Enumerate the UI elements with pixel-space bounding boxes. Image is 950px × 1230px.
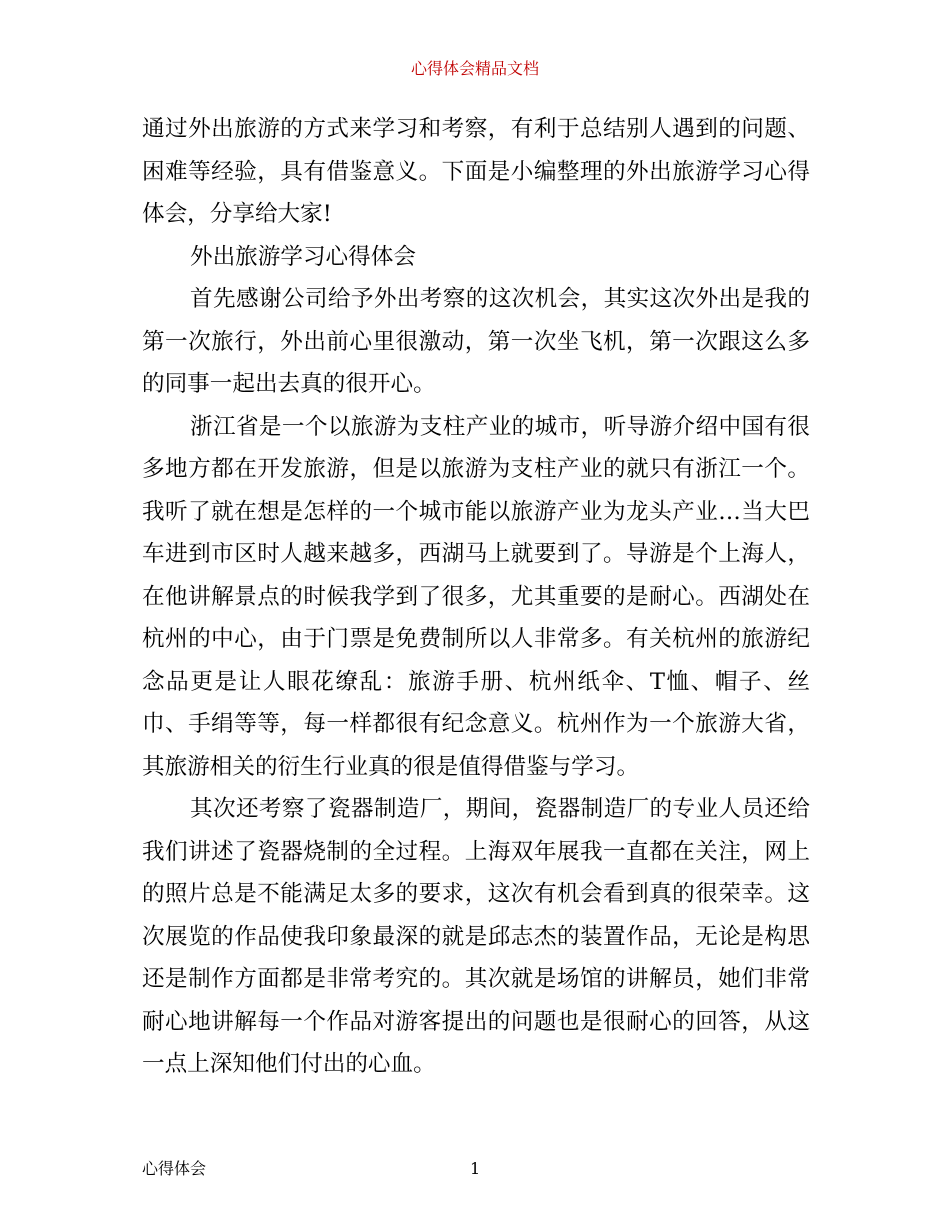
body-paragraph: 首先感谢公司给予外出考察的这次机会，其实这次外出是我的第一次旅行，外出前心里很激动，第一次坐飞机，第一次跟这么多的同事一起出去真的很开心。 — [142, 286, 810, 397]
page-footer — [142, 1157, 810, 1181]
document-body — [142, 108, 810, 1086]
body-paragraph: 浙江省是一个以旅游为支柱产业的城市，听导游介绍中国有很多地方都在开发旅游，但是以旅游为支柱产业的就只有浙江一个。我听了就在想是怎样的一个城市能以旅游产业为龙头产业…当大巴车进到市区时人越来越多，西湖马上就要到了。导游是个上海人，在他讲解景点的时候我学到了很多，尤其重要的是耐心。西湖处在杭州的中心，由于门票是免费制所以人非常多。有关杭州的旅游纪念品更是让人眼花缭乱：旅游手册、杭州纸伞、T恤、帽子、丝巾、手绢等等，每一样都很有纪念意义。杭州作为一个旅游大省，其旅游相关的衍生行业真的很是值得借鉴与学习。 — [142, 413, 810, 780]
section-heading: 外出旅游学习心得体会 — [190, 243, 416, 270]
body-paragraph: 其次还考察了瓷器制造厂，期间，瓷器制造厂的专业人员还给我们讲述了瓷器烧制的全过程。上海双年展我一直都在关注，网上的照片总是不能满足太多的要求，这次有机会看到真的很荣幸。这次展览的作品使我印象最深的就是邱志杰的装置作品，无论是构思还是制作方面都是非常考究的。其次就是场馆的讲解员，她们非常耐心地讲解每一个作品对游客提出的问题也是很耐心的回答，从这一点上深知他们付出的心血。 — [142, 796, 810, 1077]
page-number: 1 — [470, 1159, 481, 1178]
page-header-title: 心得体会精品文档 — [410, 59, 539, 78]
footer-label: 心得体会 — [142, 1159, 207, 1178]
intro-paragraph: 通过外出旅游的方式来学习和考察，有利于总结别人遇到的问题、困难等经验，具有借鉴意义。下面是小编整理的外出旅游学习心得体会，分享给大家! — [142, 116, 810, 227]
